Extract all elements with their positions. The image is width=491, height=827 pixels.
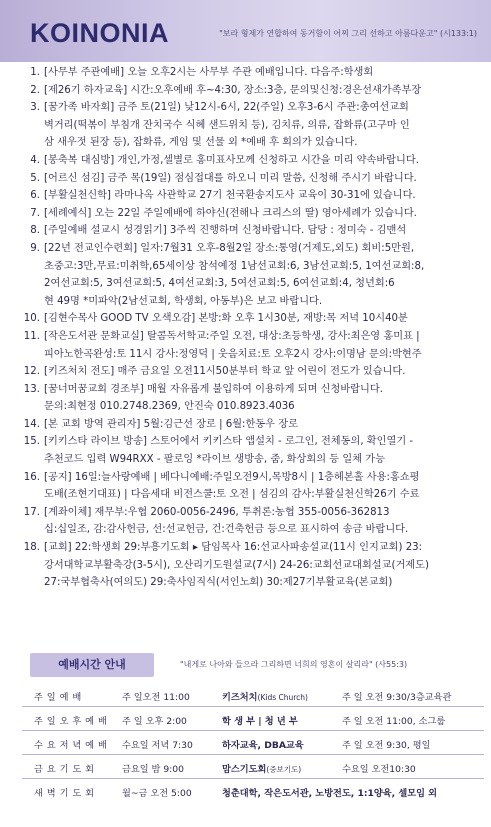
schedule-row: [22, 779, 484, 802]
announcement-number: 8.: [30, 225, 40, 237]
announcement-number: 5.: [30, 172, 40, 184]
ministry-subtitle: (중보기도): [266, 765, 302, 774]
announcement-line: [김현수목사 GOOD TV 오색오감] 본방:화 오후 1시30분, 재방:목 저녁 10시40분: [44, 313, 408, 325]
announcement-item: [22, 99, 484, 152]
announcement-line: [키즈처치 전도] 매주 금요일 오전11시50분부터 학교 앞 어린이 전도가 있습니다.: [44, 366, 406, 378]
worship-schedule-table: [22, 683, 484, 802]
announcement-item: [22, 222, 484, 240]
ministry-name: 키즈처치(Kids Church): [222, 692, 308, 703]
announcement-number: 16.: [23, 471, 40, 483]
announcement-number: 15.: [23, 436, 40, 448]
announcement-item: [22, 152, 484, 170]
ministry-time: 주 일 오전 9:30/3층교육관: [342, 692, 452, 703]
announcement-line: 2여선교회:5, 3여선교회:5, 4여선교회:3, 5여선교회:5, 6여선교회:4, 청년회:6: [44, 278, 395, 290]
announcement-item: [22, 170, 484, 188]
announcement-number: 1.: [30, 67, 40, 78]
service-name: 새 벽 기 도 회: [34, 788, 95, 799]
announcement-number: 11.: [23, 330, 40, 342]
announcement-line: [꿈가족 바자회] 금주 토(21일) 낮12시-6시, 22(주일) 오후3-6시 주관:총여선교회: [44, 102, 409, 114]
service-time: 주 일오전 11:00: [122, 692, 190, 703]
announcement-number: 6.: [30, 190, 40, 202]
header-band: [0, 0, 491, 62]
announcement-line: [계좌이체] 재무부:우협 2060-0056-2496, 투취론:농협 355-0056-362813: [44, 506, 390, 518]
ministry-time: 주 일 오전 9:30, 평일: [342, 740, 431, 751]
announcement-line: [22년 전교인수련회] 일자:7월31 오후-8월2일 장소:통영(거제도,외도) 회비:5만원,: [44, 242, 415, 254]
announcement-line: 현 49명 *미파악(2남선교회, 학생회, 아동부)은 보고 바랍니다.: [44, 295, 323, 307]
schedule-row: [22, 683, 484, 707]
announcement-item: [22, 187, 484, 205]
ministry-time: 수요일 오전10:30: [342, 764, 416, 775]
schedule-row: [22, 755, 484, 779]
announcement-number: 14.: [23, 418, 40, 430]
announcement-item: [22, 433, 484, 468]
announcement-line: [공지] 16일:늘사랑예배 | 베다니예배:주일오전9시,목방8시 | 1층헤본홀 사용:홍쇼평: [44, 471, 420, 483]
announcement-line: 십:십일조, 감:감사헌금, 선:선교헌금, 건:건축헌금 등으로 표시하여 송금 바랍니다.: [44, 524, 409, 536]
service-name: 수 요 저 녁 예 배: [34, 740, 108, 751]
announcement-line: [부활실천신학] 라마나옥 사관학교 27기 천국환송지도사 교육이 30-31에 있습니다.: [44, 190, 416, 202]
announcement-line: 피아노한곡완성:토 11시 강사:정영덕 | 웃음치료:토 오후2시 강사:이명남 문의:박현주: [44, 348, 422, 360]
announcement-item: [22, 328, 484, 363]
schedule-row: [22, 731, 484, 755]
service-time: 금요일 밤 9:00: [122, 764, 184, 775]
announcement-number: 12.: [23, 366, 40, 378]
ministry-subtitle: (Kids Church): [257, 693, 308, 702]
announcement-item: [22, 504, 484, 539]
announcement-number: 3.: [30, 102, 40, 114]
announcement-line: [세례예식] 오는 22일 주일예배에 하야신(전해나 크리스의 딸) 영아세례가 있습니다.: [44, 207, 417, 219]
service-name: 주 일 예 배: [34, 692, 82, 703]
announcement-item: [22, 205, 484, 223]
service-time: 수요일 저녁 7:30: [122, 740, 193, 751]
announcement-line: 도배(조현기대표) | 다음세대 비전스쿨:토 오전 | 섬김의 감사:부활실천신학26기 수료: [44, 489, 420, 501]
announcement-line: [어르신 섬김] 금주 목(19일) 점심접대를 하오니 미리 말씀, 신청해 주시기 바랍니다.: [44, 172, 417, 184]
announcement-item: [22, 539, 484, 592]
service-name: 주 일 오 후 예 배: [34, 716, 108, 727]
ministry-name: 학 생 부 | 청 년 부: [222, 716, 298, 727]
church-logo: KOINONIA: [30, 18, 169, 48]
service-time: 주 일 오후 2:00: [122, 716, 187, 727]
header-motto: "보라 형제가 연합하여 동거함이 어찌 그리 선하고 아름다운고" (시133:1): [219, 29, 477, 38]
worship-time-banner: 예배시간 안내: [30, 653, 154, 677]
announcement-item: [22, 363, 484, 381]
announcement-item: [22, 469, 484, 504]
announcement-line: [봉축복 대심방] 개인,가정,셀별로 홍미표사모께 신청하고 시간을 미리 약속바랍니다.: [44, 154, 419, 166]
announcement-line: [교회] 22:학생회 29:부흥기도회 ▸ 담임목사 16:선교사파송설교(11시 인지교회) 23:: [44, 542, 423, 554]
announcement-item: [22, 82, 484, 100]
announcement-line: [키키스타 라이브 방송] 스토어에서 키키스타 앱설치 - 로그인, 전체동의, 확인열기 -: [44, 436, 414, 448]
announcement-line: 삼 새우젓 된장 등), 잡화류, 게임 및 선물 외 *예배 후 회의가 있습니다.: [44, 137, 358, 149]
announcement-line: [꿈너머꿈교회 경조부] 매월 자유롭게 불입하여 이용하게 되며 신청바랍니다.: [44, 383, 383, 395]
announcement-line: 벽거리(떡볶이 부침개 잔치국수 식혜 샌드위치 등), 김치류, 의류, 잡화류(고구마 인: [44, 119, 410, 131]
announcement-line: [제26기 하자교육] 시간:오후예배 후~4:30, 장소:3층, 문의및신청:경은선새가족부장: [44, 84, 422, 96]
announcement-line: [본 교회 방역 관리자] 5월:김근선 장로 | 6월:한동우 장로: [44, 418, 298, 430]
announcement-line: [사무부 주관예배] 오늘 오후2시는 사무부 주관 예배입니다. 다음주:학생회: [44, 67, 374, 78]
announcement-item: [22, 310, 484, 328]
announcement-item: [22, 381, 484, 416]
announcement-number: 17.: [23, 506, 40, 518]
announcement-number: 7.: [30, 207, 40, 219]
announcement-number: 13.: [23, 383, 40, 395]
announcement-number: 4.: [30, 154, 40, 166]
worship-time-banner-row: [30, 653, 485, 677]
service-name: 금 요 기 도 회: [34, 764, 95, 775]
announcement-line: 문의:최현정 010.2748.2369, 안진숙 010.8923.4036: [44, 401, 295, 413]
announcement-line: 27:국부협축사(여의도) 29:축사임직식(서인노회) 30:제27기부활교육(본교회): [44, 577, 393, 589]
announcement-line: [작은도서관 문화교실] 탈콤독서학교:주일 오전, 대상:초등학생, 강사:최은영 홍미표 |: [44, 330, 420, 342]
announcement-list: [22, 64, 484, 592]
announcement-number: 2.: [30, 84, 40, 96]
ministry-name: 청춘대학, 작은도서관, 노방전도, 1:1양육, 셀모임 외: [222, 788, 438, 799]
ministry-name: 하자교육, DBA교육: [222, 740, 304, 751]
announcement-item: [22, 240, 484, 310]
banner-quote: "내게로 나아와 들으라 그리하면 너희의 영혼이 살리라" (사55:3): [180, 660, 408, 669]
announcement-line: 추천코드 입력 W94RXX - 팔로잉 *라이브 생방송, 줌, 화상회의 등 일체 가능: [44, 454, 385, 466]
announcement-item: [22, 64, 484, 82]
announcement-line: [주일예배 설교시 성경읽기] 3주씩 진행하며 신청바랍니다. 담당 : 정미숙 - 김맨석: [44, 225, 407, 237]
announcement-number: 9.: [30, 242, 40, 254]
service-time: 월~금 오전 5:00: [122, 788, 192, 799]
schedule-row: [22, 707, 484, 731]
announcement-number: 10.: [23, 313, 40, 325]
announcement-line: 강서대학교부활축강(3-5시), 오산리기도원설교(7시) 24-26:교회선교대회설교(거제도): [44, 559, 429, 571]
announcement-line: 초중고:3만,무료:미취학,65세이상 참석예정 1남선교회:6, 3남선교회:5, 1여선교회:8,: [44, 260, 425, 272]
announcement-item: [22, 416, 484, 434]
announcement-number: 18.: [23, 542, 40, 554]
ministry-time: 주 일 오전 11:00, 소그룹: [342, 716, 446, 727]
ministry-name: 맘스기도회(중보기도): [222, 764, 302, 775]
